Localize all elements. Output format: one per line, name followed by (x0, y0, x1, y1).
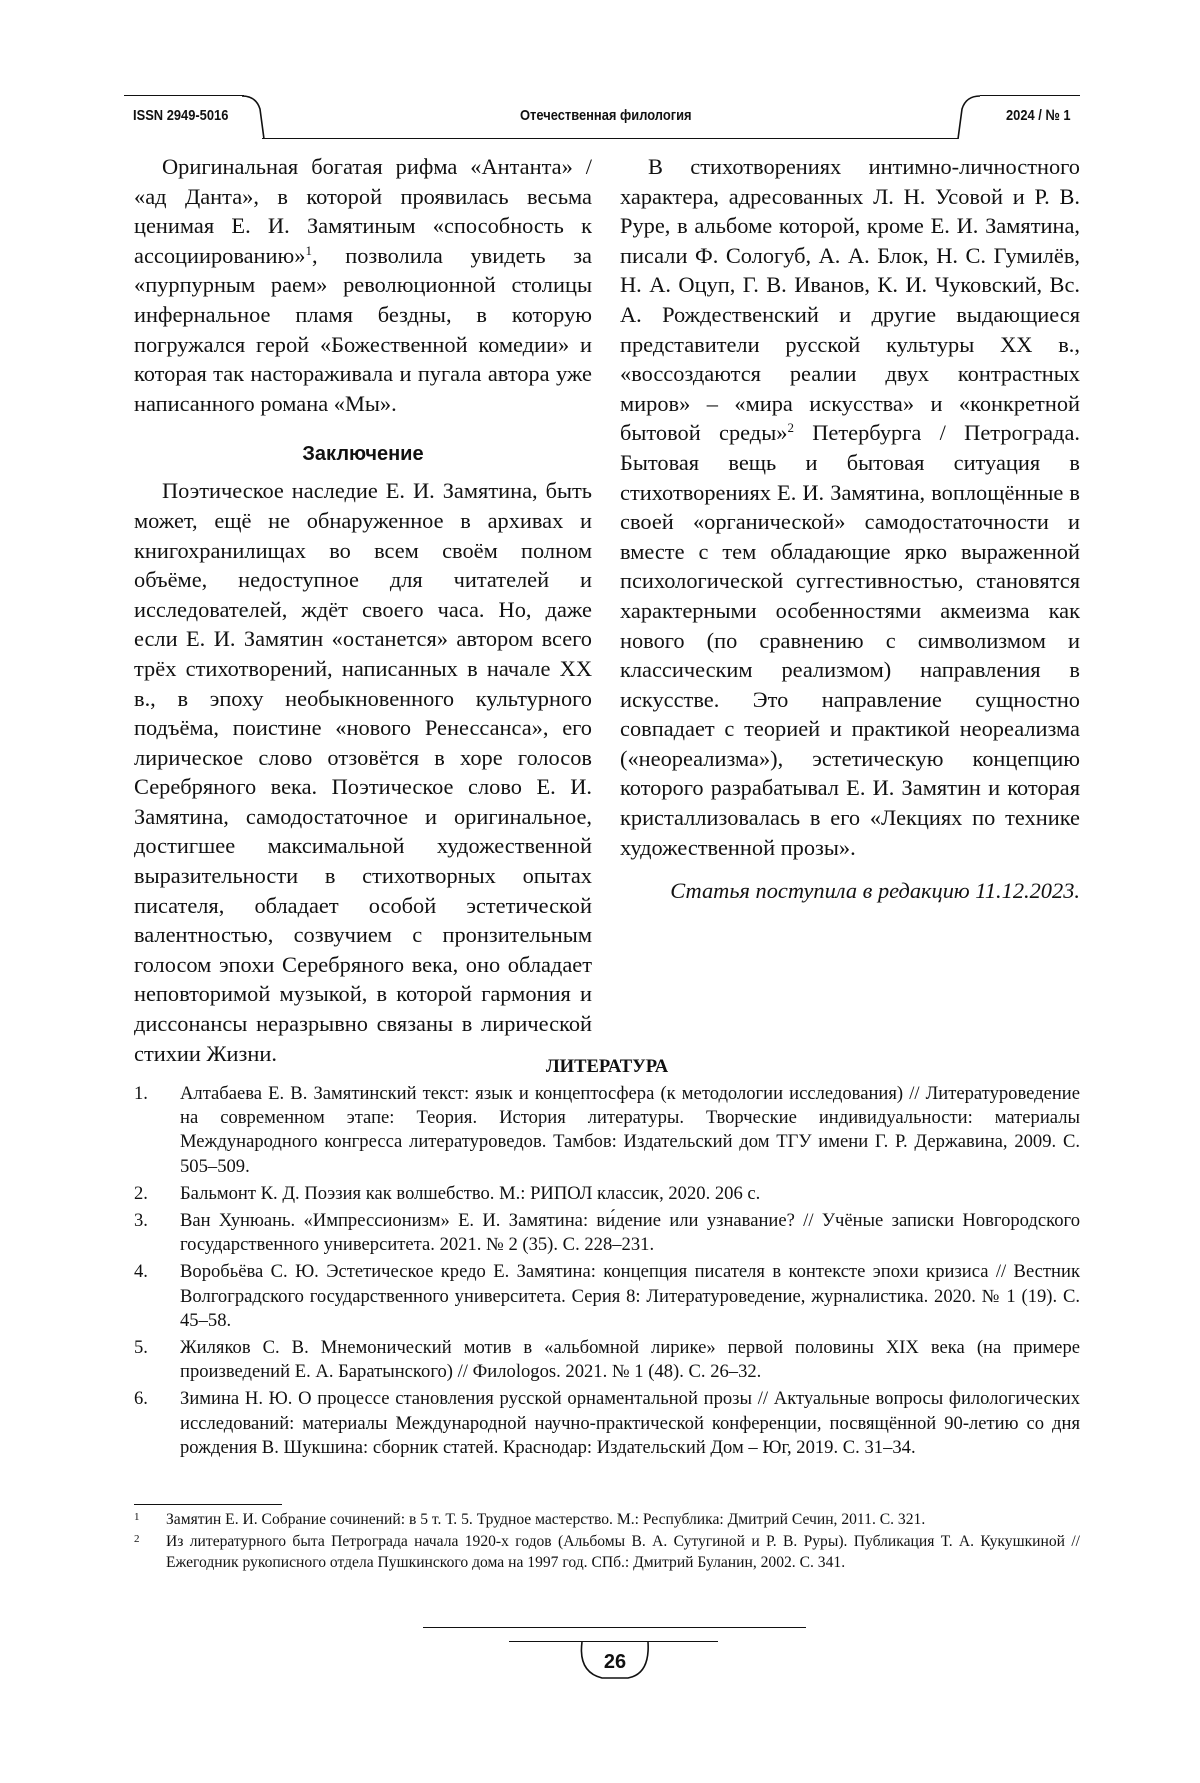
page-number: 26 (603, 1651, 627, 1673)
reference-text: Ван Хунюань. «Импрессионизм» Е. И. Замятина: ви́дение или узнавание? // Учёные записки Новгородского государственного университета. 2021. № 2 (35). С. 228–231. (180, 1210, 1080, 1256)
reference-number: 6. (134, 1388, 148, 1410)
reference-text: Воробьёва С. Ю. Эстетическое кредо Е. Замятина: концепция писателя в контексте эпохи кризиса // Вестник Волгоградского государственного университета. Серия 8: Литературоведение, журналистика. 2020. № 1 (19). С. 45–58. (180, 1261, 1080, 1331)
references-heading: ЛИТЕРАТУРА (545, 1056, 669, 1077)
journal-issue: 2024 / № 1 (1006, 107, 1071, 124)
paragraph-rhyme-text: Оригинальная богатая рифма «Антанта» / «ад Данта», в которой проявилась весьма ценимая Е. И. Замятиным «способность к ассоциированию» (134, 154, 592, 268)
reference-item (134, 1209, 1080, 1257)
reference-text: Бальмонт К. Д. Поэзия как волшебство. М.: РИПОЛ классик, 2020. 206 с. (180, 1182, 761, 1204)
footnotes-section (134, 1510, 1080, 1574)
footnote-text: Замятин Е. И. Собрание сочинений: в 5 т. Т. 5. Трудное мастерство. М.: Республика: Дмитрий Сечин, 2011. С. 321. (166, 1511, 926, 1528)
footnote-number: 2 (134, 1532, 140, 1545)
reference-text: Жиляков С. В. Мнемонический мотив в «альбомной лирике» первой половины XIX века (на примере произведений Е. А. Баратынского) // Филоlogos. 2021. № 1 (48). С. 26–32. (180, 1337, 1080, 1383)
footnote-separator (134, 1504, 282, 1505)
footnote-number: 1 (134, 1511, 140, 1523)
reference-item (134, 1082, 1080, 1179)
footnote-item (134, 1532, 1080, 1574)
header-tab-left (242, 95, 266, 139)
reference-item (134, 1182, 1080, 1206)
reference-item (134, 1260, 1080, 1333)
received-date: Статья поступила в редакцию 11.12.2023. (670, 878, 1080, 904)
paragraph-poems (620, 152, 1080, 862)
reference-text: Зимина Н. Ю. О процессе становления русской орнаментальной прозы // Актуальные вопросы филологических исследований: материалы Международной научно-практической конференции, посвящённой 90-летию со дня рождения В. Шукшина: сборник статей. Краснодар: Издательский Дом – Юг, 2019. С. 31–34. (180, 1388, 1080, 1458)
footnote-ref-1[interactable]: 1 (305, 242, 312, 258)
reference-text: Алтабаева Е. В. Замятинский текст: язык и концептосфера (к методологии исследования) // Литературоведение на современном этапе: Теория. История литературы. Творческие индивидуальности: материалы Международного конгресса литературоведов. Тамбов: Издательский дом ТГУ имени Г. Р. Державина, 2009. С. 505–509. (180, 1083, 1080, 1177)
paragraph-poems-rest: Петербурга / Петрограда. Бытовая вещь и бытовая ситуация в стихотворениях Е. И. Замятина, воплощённые в своей «органической» самодостаточности и вместе с тем обладающие ярко выраженной психологической суггестивностью, становятся характерными особенностями акмеизма как нового (по сравнению с символизмом и классическим реализмом) направления в искусстве. Это направление сущностно совпадает с теорией и практикой неореализма («неореализма»), эстетическую концепцию которого разрабатывал Е. И. Замятин и которая кристаллизовалась в его «Лекциях по технике художественной прозы». (620, 420, 1080, 860)
reference-number: 3. (134, 1210, 148, 1232)
footnote-item (134, 1510, 1080, 1531)
left-column (134, 152, 592, 1068)
journal-title: Отечественная филология (520, 107, 692, 124)
header-tab-right (956, 95, 980, 139)
right-column (620, 152, 1080, 906)
header-rule-right (980, 95, 1080, 96)
paragraph-poems-text: В стихотворениях интимно-личностного характера, адресованных Л. Н. Усовой и Р. В. Руре, в альбоме которой, кроме Е. И. Замятина, писали Ф. Сологуб, А. А. Блок, Н. С. Гумилёв, Н. А. Оцуп, Г. В. Иванов, К. И. Чуковский, Вс. А. Рождественский и другие выдающиеся представители русской культуры XX в., «воссоздаются реалии двух контрастных миров» – «мира искусства» и «конкретной бытовой среды» (620, 154, 1080, 446)
footer-rule-top (423, 1627, 806, 1628)
reference-number: 2. (134, 1182, 148, 1204)
journal-issn: ISSN 2949-5016 (133, 107, 229, 124)
reference-item (134, 1336, 1080, 1384)
paragraph-conclusion: Поэтическое наследие Е. И. Замятина, быть может, ещё не обнаруженное в архивах и книгохранилищах во всем своём полном объёме, недоступное для читателей и исследователей, ждёт своего часа. Но, даже если Е. И. Замятин «останется» автором всего трёх стихотворений, написанных в начале XX в., в эпоху необыкновенного культурного подъёма, поистине «нового Ренессанса», его лирическое слово отзовётся в хоре голосов Серебряного века. Поэтическое слово Е. И. Замятина, самодостаточное и оригинальное, достигшее максимальной художественной выразительности в стихотворных опытах писателя, обладает особой эстетической валентностью, созвучием с пронзительным голосом эпохи Серебряного века, оно обладает неповторимой музыкой, в которой гармония и диссонансы неразрывно связаны в лирической стихии Жизни. (134, 478, 592, 1066)
section-heading-conclusion: Заключение (302, 443, 424, 466)
paragraph-rhyme-rest: , позволила увидеть за «пурпурным раем» революционной столицы инфернальное пламя бездны, в которую погружался герой «Божественной комедии» и которая так настораживала и пугала автора уже написанного романа «Мы». (134, 242, 592, 416)
reference-number: 4. (134, 1261, 148, 1283)
references-section (134, 1055, 1080, 1463)
paragraph-rhyme (134, 152, 592, 418)
header-rule-left (124, 95, 244, 96)
header-rule-bottom (262, 138, 958, 139)
reference-item (134, 1387, 1080, 1460)
reference-number: 1. (134, 1083, 148, 1104)
reference-number: 5. (134, 1337, 148, 1359)
footnote-ref-2[interactable]: 2 (787, 420, 794, 436)
footnote-text: Из литературного быта Петрограда начала 1920-х годов (Альбомы В. А. Сутугиной и Р. В. Руры). Публикация Т. А. Кукушкиной // Ежегодник рукописного отдела Пушкинского дома на 1997 год. СПб.: Дмитрий Буланин, 2002. С. 341. (166, 1532, 1080, 1571)
